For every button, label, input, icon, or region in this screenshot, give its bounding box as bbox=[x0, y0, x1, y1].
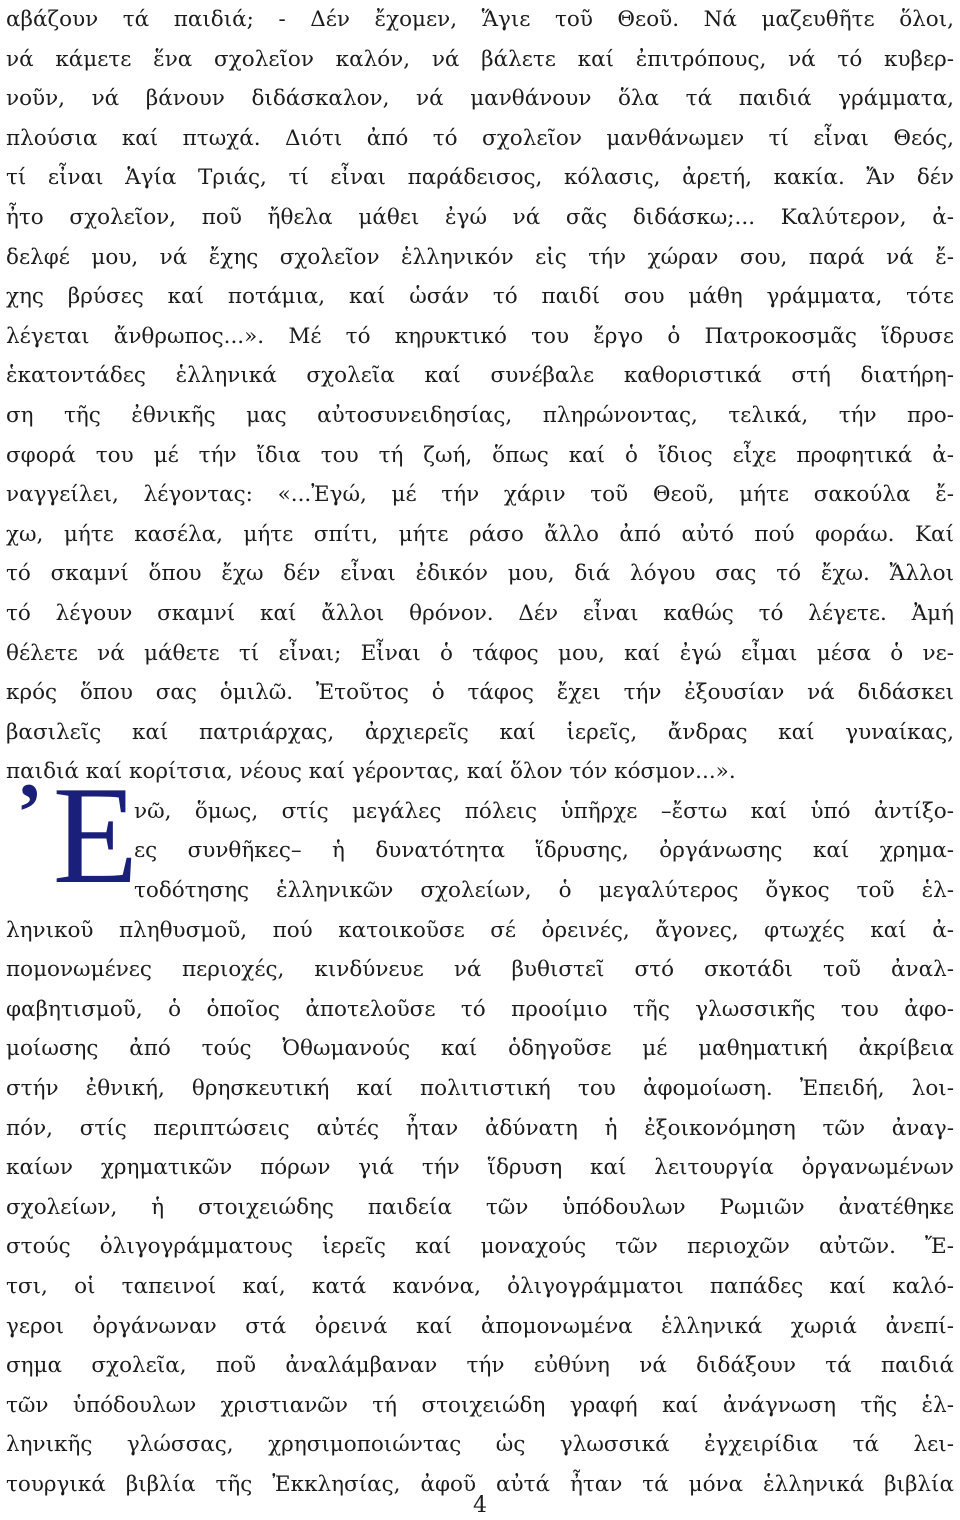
page-number: 4 bbox=[473, 1493, 487, 1518]
text-line: νά κάμετε ἕνα σχολεῖον καλόν, νά βάλετε καί ἐπιτρόπους, νά τό κυβερ- bbox=[6, 46, 954, 72]
text-line: σημα σχολεῖα, ποῦ ἀναλάμβαναν τήν εὐθύνη νά διδάξουν τά παιδιά bbox=[6, 1353, 954, 1379]
text-line: γεροι ὀργάνωναν στά ὀρεινά καί ἀπομονωμένα ἑλληνικά χωριά ἀνεπί- bbox=[6, 1313, 954, 1339]
text-line: τί εἶναι Ἁγία Τριάς, τί εἶναι παράδεισος, κόλασις, ἀρετή, κακία. Ἄν δέν bbox=[6, 165, 954, 191]
text-line: στήν ἐθνική, θρησκευτική καί πολιτιστική του ἀφομοίωση. Ἐπειδή, λοι- bbox=[6, 1076, 954, 1102]
text-body bbox=[6, 0, 954, 1505]
text-line: νοῦν, νά βάνουν διδάσκαλον, νά μανθάνουν ὅλα τά παιδιά γράμματα, bbox=[6, 86, 954, 112]
text-line: τό λέγουν σκαμνί καί ἄλλοι θρόνον. Δέν εἶναι καθώς τό λέγετε. Ἀμή bbox=[6, 600, 954, 626]
text-line: μοίωσης ἀπό τούς Ὀθωμανούς καί ὁδηγοῦσε μέ μαθηματική ἀκρίβεια bbox=[6, 1036, 954, 1062]
text-line: χω, μήτε κασέλα, μήτε σπίτι, μήτε ράσο ἄλλο ἀπό αὐτό πού φοράω. Καί bbox=[6, 521, 954, 547]
text-line: λέγεται ἄνθρωπος...». Μέ τό κηρυκτικό του ἔργο ὁ Πατροκοσμᾶς ἵδρυσε bbox=[6, 323, 954, 349]
text-line: ση τῆς ἐθνικῆς μας αὐτοσυνειδησίας, πληρώνοντας, τελικά, τήν προ- bbox=[6, 402, 954, 428]
text-line: φαβητισμοῦ, ὁ ὁποῖος ἀποτελοῦσε τό προοίμιο τῆς γλωσσικῆς του ἀφο- bbox=[6, 996, 954, 1022]
text-line: στούς ὀλιγογράμματους ἱερεῖς καί μοναχούς τῶν περιοχῶν αὐτῶν. Ἔ- bbox=[6, 1234, 954, 1260]
text-line: ληνικῆς γλώσσας, χρησιμοποιώντας ὡς γλωσσικά ἐγχειρίδια τά λει- bbox=[6, 1432, 954, 1458]
text-line: δελφέ μου, νά ἔχης σχολεῖον ἑλληνικόν εἰς τήν χώραν σου, παρά νά ἔ- bbox=[6, 244, 954, 270]
text-line: τσι, οἱ ταπεινοί καί, κατά κανόνα, ὀλιγογράμματοι παπάδες καί καλό- bbox=[6, 1274, 954, 1299]
text-line: βασιλεῖς καί πατριάρχας, ἀρχιερεῖς καί ἱερεῖς, ἄνδρας καί γυναίκας, bbox=[6, 719, 954, 745]
text-line: σχολείων, ἡ στοιχειώδης παιδεία τῶν ὑπόδουλων Ρωμιῶν ἀνατέθηκε bbox=[6, 1194, 954, 1220]
text-line: ναγγείλει, λέγοντας: «...Ἐγώ, μέ τήν χάριν τοῦ Θεοῦ, μήτε σακούλα ἔ- bbox=[6, 482, 954, 508]
text-line: ληνικοῦ πληθυσμοῦ, πού κατοικοῦσε σέ ὀρεινές, ἄγονες, φτωχές καί ἀ- bbox=[6, 917, 954, 943]
drop-cap: ᾿Ε bbox=[6, 758, 139, 913]
text-line: ἑκατοντάδες ἑλληνικά σχολεῖα καί συνέβαλε καθοριστικά στή διατήρη- bbox=[6, 363, 954, 389]
paragraph-2 bbox=[6, 792, 954, 1505]
text-line: χης βρύσες καί ποτάμια, καί ὡσάν τό παιδί σου μάθη γράμματα, τότε bbox=[6, 284, 954, 310]
text-line: τοδότησης ἑλληνικῶν σχολείων, ὁ μεγαλύτερος ὄγκος τοῦ ἑλ- bbox=[134, 878, 954, 904]
text-line: ες συνθῆκες– ἡ δυνατότητα ἵδρυσης, ὀργάνωσης καί χρημα- bbox=[134, 838, 954, 864]
text-line: ἦτο σχολεῖον, ποῦ ἤθελα μάθει ἐγώ νά σᾶς διδάσκω;... Καλύτερον, ἀ- bbox=[6, 204, 954, 230]
text-line: θέλετε νά μάθετε τί εἶναι; Εἶναι ὁ τάφος μου, καί ἐγώ εἶμαι μέσα ὁ νε- bbox=[6, 640, 954, 666]
text-line: αβάζουν τά παιδιά; - Δέν ἔχομεν, Ἅγιε τοῦ Θεοῦ. Νά μαζευθῆτε ὅλοι, bbox=[6, 7, 954, 32]
text-line: παιδιά καί κορίτσια, νέους καί γέροντας, καί ὅλον τόν κόσμον...». bbox=[6, 759, 736, 785]
text-line: πομονωμένες περιοχές, κινδύνευε νά βυθιστεῖ στό σκοτάδι τοῦ ἀναλ- bbox=[6, 957, 954, 983]
text-line: νῶ, ὅμως, στίς μεγάλες πόλεις ὑπῆρχε –ἔστω καί ὑπό ἀντίξο- bbox=[134, 798, 954, 824]
text-line: τουργικά βιβλία τῆς Ἐκκλησίας, ἀφοῦ αὐτά ἦταν τά μόνα ἑλληνικά βιβλία bbox=[6, 1471, 954, 1497]
paragraph-1 bbox=[6, 0, 954, 792]
text-line: πλούσια καί πτωχά. Διότι ἀπό τό σχολεῖον μανθάνωμεν τί εἶναι Θεός, bbox=[6, 125, 954, 151]
text-line: πόν, στίς περιπτώσεις αὐτές ἦταν ἀδύνατη ἡ ἐξοικονόμηση τῶν ἀναγ- bbox=[6, 1115, 954, 1141]
text-line: κρός ὅπου σας ὁμιλῶ. Ἐτοῦτος ὁ τάφος ἔχει τήν ἐξουσίαν νά διδάσκει bbox=[6, 680, 954, 706]
text-line: τό σκαμνί ὅπου ἔχω δέν εἶναι ἐδικόν μου, διά λόγου σας τό ἔχω. Ἄλλοι bbox=[6, 561, 954, 587]
text-line: καίων χρηματικῶν πόρων γιά τήν ἵδρυση καί λειτουργία ὀργανωμένων bbox=[6, 1155, 954, 1181]
text-line: τῶν ὑπόδουλων χριστιανῶν τή στοιχειώδη γραφή καί ἀνάγνωση τῆς ἑλ- bbox=[6, 1392, 954, 1418]
text-line: σφορά του μέ τήν ἴδια του τή ζωή, ὅπως καί ὁ ἴδιος εἶχε προφητικά ἀ- bbox=[6, 442, 954, 468]
